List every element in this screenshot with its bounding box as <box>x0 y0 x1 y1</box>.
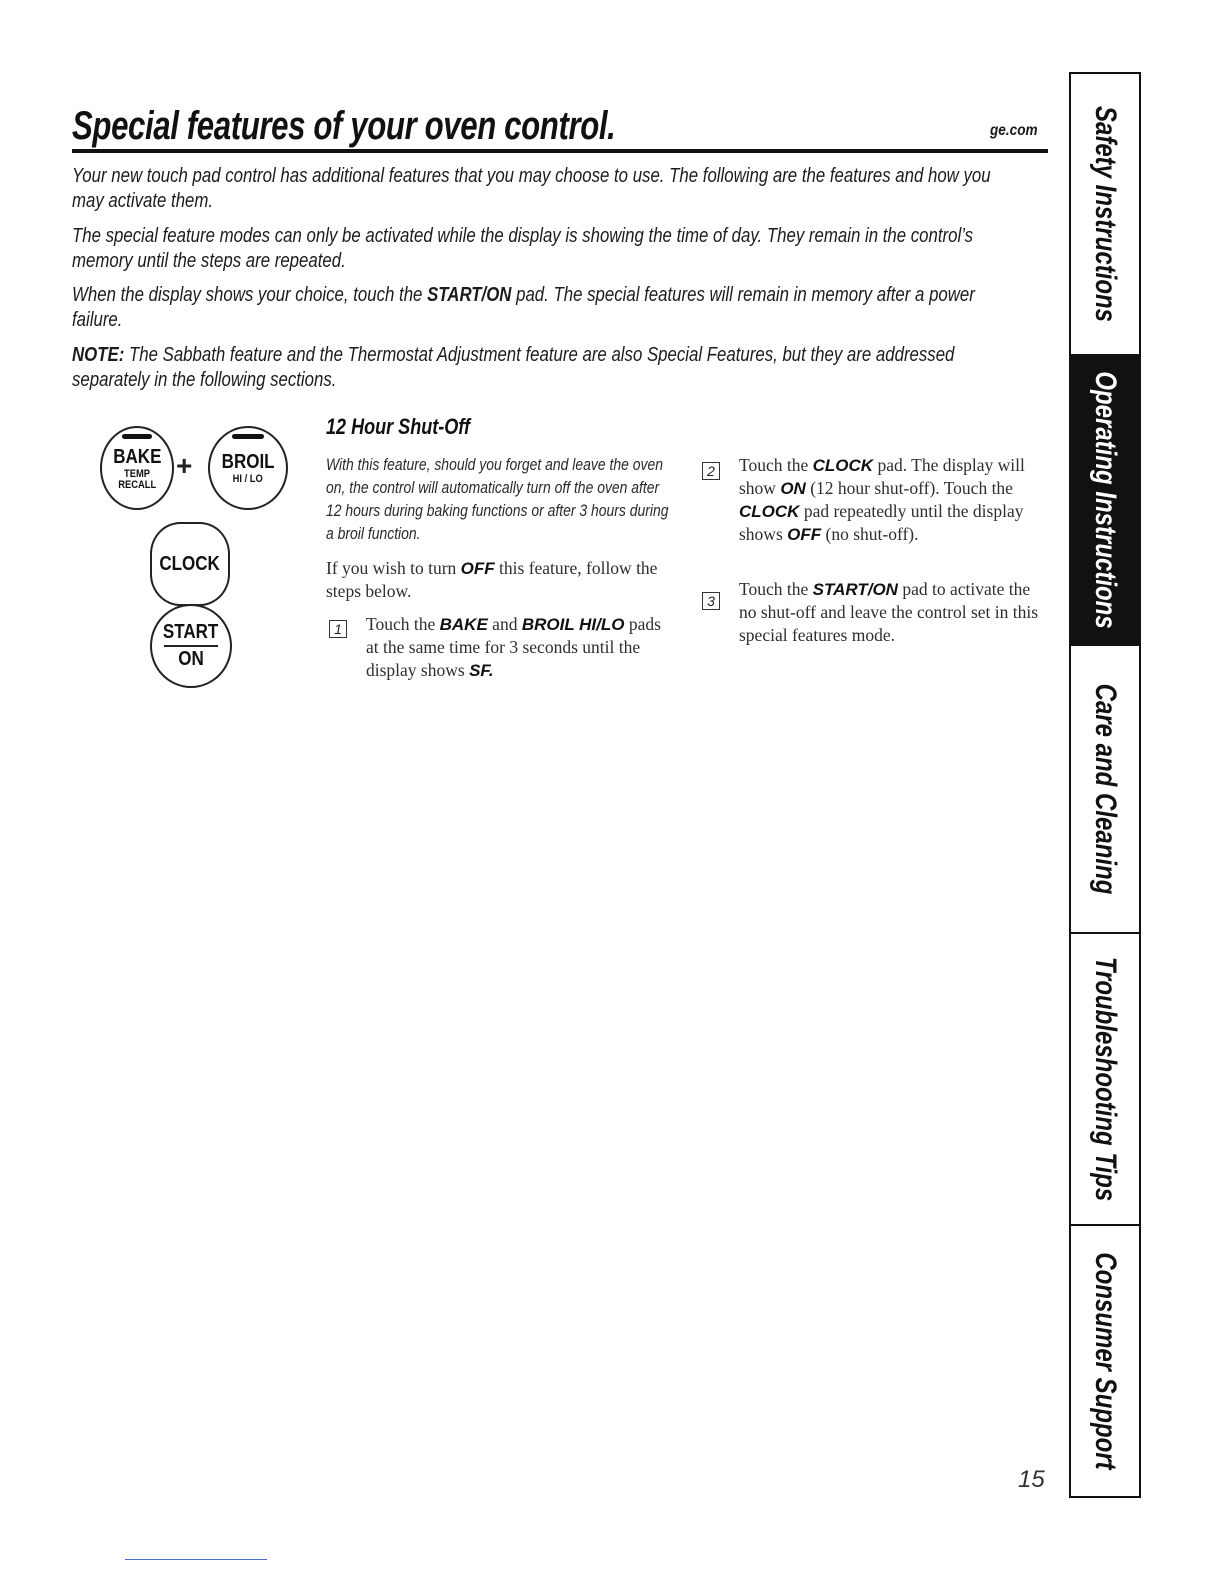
start-on-pad: START ON <box>150 604 232 688</box>
page-number: 15 <box>1018 1466 1045 1493</box>
step-number-3: 3 <box>702 592 720 610</box>
broil-pad: BROIL HI / LO <box>208 426 288 510</box>
intro-paragraph-3: When the display shows your choice, touch the START/ON pad. The special features will remain in memory after a power failure. <box>72 283 975 331</box>
start-on-key-ref: START/ON <box>427 283 512 306</box>
tab-care-and-cleaning[interactable]: Care and Cleaning <box>1071 646 1139 934</box>
lead-paragraph: If you wish to turn OFF this feature, follow the steps below. <box>326 558 658 601</box>
section-tabs-sidebar <box>1069 72 1141 1498</box>
tab-safety-instructions[interactable]: Safety Instructions <box>1071 74 1139 356</box>
feature-description: With this feature, should you forget and leave the oven on, the control will automatically turn off the oven after 12 hours during baking functions or after 3 hours during a broil function. <box>326 455 669 543</box>
title-divider <box>72 149 1048 153</box>
page-title: Special features of your oven control. <box>72 104 616 148</box>
step-number-2: 2 <box>702 462 720 480</box>
tab-consumer-support[interactable]: Consumer Support <box>1089 1252 1122 1470</box>
step-2-text: Touch the CLOCK pad. The display will show ON (12 hour shut-off). Touch the CLOCK pad repeatedly until the display shows OFF (no shut-off). <box>739 455 1025 544</box>
note-paragraph: NOTE: The Sabbath feature and the Thermostat Adjustment feature are also Special Features, but they are addressed separately in the following sections. <box>72 343 955 391</box>
keypad-illustration <box>76 412 304 686</box>
bake-pad: BAKE TEMP RECALL <box>100 426 174 510</box>
note-label: NOTE: <box>72 343 125 366</box>
step-3-text: Touch the START/ON pad to activate the no shut-off and leave the control set in this special features mode. <box>739 579 1039 645</box>
clock-pad: CLOCK <box>150 522 230 606</box>
bake-indicator-bar <box>122 434 152 439</box>
step-number-1: 1 <box>329 620 347 638</box>
broil-indicator-bar <box>232 434 264 439</box>
intro-paragraph-2: The special feature modes can only be activated while the display is showing the time of day. They remain in the control’s memory until the steps are repeated. <box>72 224 974 272</box>
step-1-text: Touch the BAKE and BROIL HI/LO pads at the same time for 3 seconds until the display shows SF. <box>366 614 661 680</box>
tab-troubleshooting-tips[interactable]: Troubleshooting Tips <box>1071 934 1139 1226</box>
site-link[interactable]: ge.com <box>990 122 1038 139</box>
tab-operating-instructions[interactable]: Operating Instructions <box>1071 356 1139 646</box>
footer-rule <box>125 1559 267 1560</box>
plus-sign: + <box>176 450 193 481</box>
section-heading: 12 Hour Shut-Off <box>326 414 470 439</box>
intro-paragraph-1: Your new touch pad control has additional features that you may choose to use. The following are the features and how you may activate them. <box>72 164 991 212</box>
